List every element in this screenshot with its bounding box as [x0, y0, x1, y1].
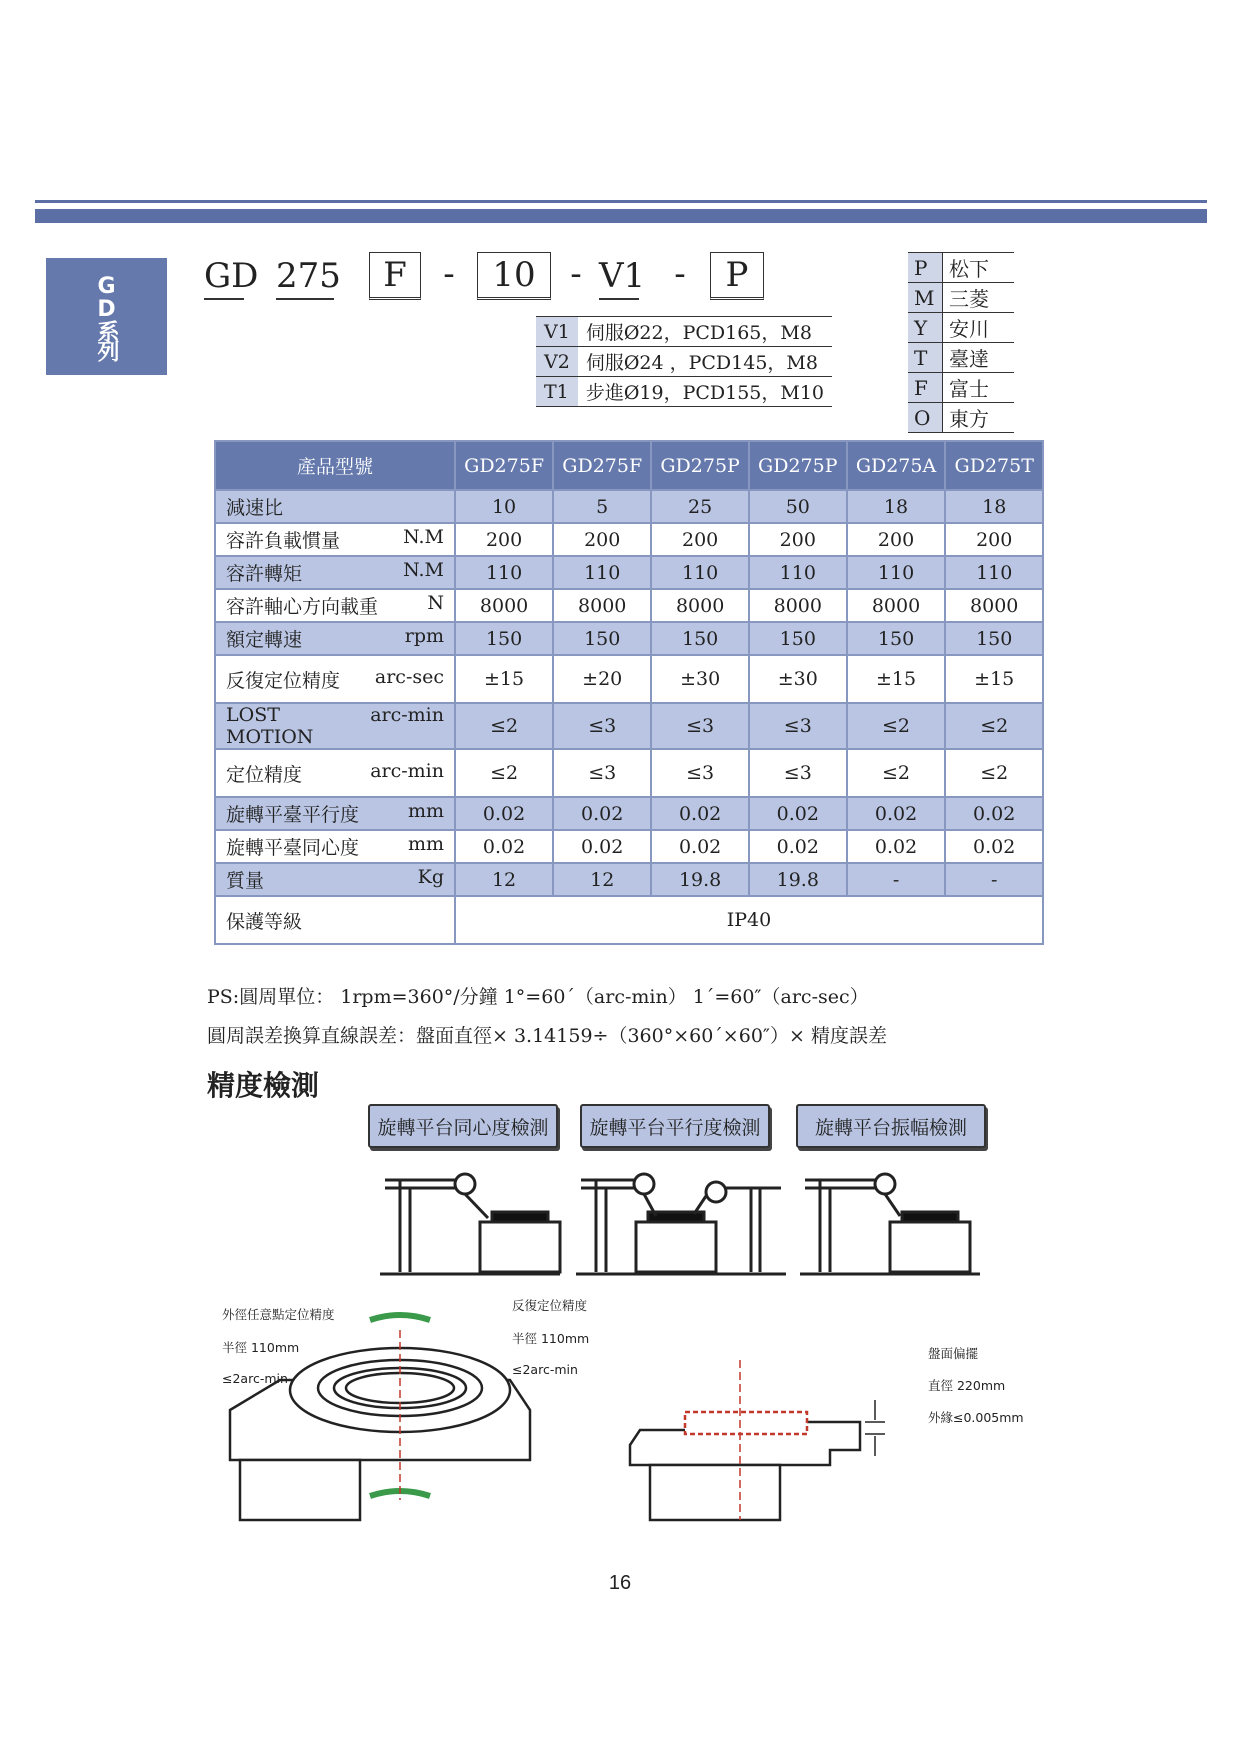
brand-name: 安川 — [943, 313, 1015, 343]
spec-row — [215, 655, 1043, 703]
brand-name: 富士 — [943, 373, 1015, 403]
spec-value-cell: 0.02 — [455, 830, 553, 863]
spec-unit: mm — [407, 800, 444, 822]
spec-row-label — [215, 655, 455, 703]
spec-row-label — [215, 749, 455, 797]
label-mid-value: ≤2arc-min — [512, 1362, 578, 1377]
motor-option-row — [536, 377, 832, 407]
spec-unit: N.M — [403, 559, 444, 581]
spec-row — [215, 490, 1043, 523]
model-header: GD275T — [945, 441, 1043, 490]
brand-name: 三菱 — [943, 283, 1015, 313]
spec-value-cell: 200 — [651, 523, 749, 556]
spec-row-label — [215, 703, 455, 749]
brand-code: M — [908, 283, 943, 313]
note-conversion: 圓周誤差換算直線誤差：盤面直徑× 3.14159÷（360°×60´×60″）× 精度誤差 — [207, 1025, 887, 1047]
spec-unit: N.M — [403, 526, 444, 548]
motor-desc: 伺服Ø22，PCD165，M8 — [578, 317, 832, 347]
rig-concentricity — [380, 1174, 560, 1274]
spec-label-text: 定位精度 — [226, 763, 303, 786]
motor-code: V2 — [536, 347, 578, 377]
spec-value-cell: 8000 — [455, 589, 553, 622]
spec-value-cell: 200 — [945, 523, 1043, 556]
spec-row-label — [215, 830, 455, 863]
rig-parallelism — [576, 1174, 786, 1274]
spec-unit: mm — [407, 833, 444, 855]
spec-row — [215, 622, 1043, 655]
brand-row — [908, 373, 1014, 403]
spec-header-row — [215, 441, 1043, 490]
spec-value-cell: 10 — [455, 490, 553, 523]
spec-value-cell: 150 — [455, 622, 553, 655]
spec-value-cell: 8000 — [847, 589, 946, 622]
spec-value-cell: 19.8 — [651, 863, 749, 896]
brand-row — [908, 253, 1014, 283]
brand-code: P — [908, 253, 943, 283]
model-header: GD275F — [553, 441, 651, 490]
spec-value-cell: 0.02 — [651, 830, 749, 863]
spec-row-protection — [215, 896, 1043, 944]
spec-value-cell: 0.02 — [749, 830, 847, 863]
label-repeat-accuracy: 反復定位精度 — [512, 1298, 588, 1313]
runout-dimension-icon — [865, 1400, 885, 1456]
spec-row-label — [215, 556, 455, 589]
spec-value-cell: 12 — [455, 863, 553, 896]
spec-value-cell: ±30 — [651, 655, 749, 703]
spec-value-cell: - — [945, 863, 1043, 896]
page-number: 16 — [608, 1572, 632, 1594]
motor-desc: 伺服Ø24 ，PCD145，M8 — [578, 347, 832, 377]
brand-row — [908, 313, 1014, 343]
spec-label-text: 容許負載慣量 — [226, 530, 341, 552]
code-motor: V1 — [599, 254, 639, 300]
spec-value-cell: 110 — [651, 556, 749, 589]
note-units: PS:圓周單位： 1rpm=360°/分鐘 1°=60´（arc-min） 1´=60″（arc-sec） — [207, 986, 869, 1008]
spec-value-cell: 200 — [553, 523, 651, 556]
brand-code: T — [908, 343, 943, 373]
spec-value-cell: ±30 — [749, 655, 847, 703]
spec-unit: arc-sec — [374, 665, 444, 688]
spec-unit: arc-min — [370, 704, 444, 726]
motor-desc: 步進Ø19，PCD155，M10 — [578, 377, 832, 407]
spec-value-cell: 50 — [749, 490, 847, 523]
spec-value-cell: ≤3 — [749, 749, 847, 797]
header-rule-thick — [35, 209, 1207, 223]
spec-value-cell: ≤2 — [455, 703, 553, 749]
spec-value-cell: ≤3 — [553, 703, 651, 749]
spec-row — [215, 863, 1043, 896]
test-rigs-illustration — [380, 1160, 1000, 1280]
spec-value-cell: 0.02 — [945, 797, 1043, 830]
spec-value-cell: ±15 — [455, 655, 553, 703]
spec-value-cell: 0.02 — [553, 797, 651, 830]
spec-value-cell: 8000 — [945, 589, 1043, 622]
spec-label-text: 容許軸心方向載重 — [226, 596, 379, 618]
spec-label-text: 旋轉平臺同心度 — [226, 837, 360, 859]
spec-value-cell: ≤3 — [749, 703, 847, 749]
motor-option-row — [536, 317, 832, 347]
test-label-parallelism: 旋轉平台平行度檢測 — [580, 1104, 770, 1148]
spec-value-cell: - — [847, 863, 946, 896]
brand-name: 臺達 — [943, 343, 1015, 373]
spec-value-cell: 110 — [749, 556, 847, 589]
code-prefix: GD — [204, 254, 244, 300]
series-side-tab — [46, 258, 167, 375]
accuracy-diagram — [220, 1300, 1020, 1530]
section-title: 精度檢測 — [207, 1069, 320, 1102]
spec-value-cell: ≤2 — [847, 703, 946, 749]
spec-value-cell: 18 — [847, 490, 946, 523]
spec-label-text: 質量 — [226, 870, 265, 892]
code-dash-2: - — [570, 254, 582, 294]
rotation-arrow-top-icon — [370, 1315, 430, 1320]
spec-value-cell: 150 — [651, 622, 749, 655]
spec-value-cell: 12 — [553, 863, 651, 896]
protection-label: 保護等級 — [215, 896, 455, 944]
header-rule-thin — [35, 200, 1207, 203]
brand-code: O — [908, 403, 943, 433]
spec-row-label — [215, 622, 455, 655]
rig-runout — [800, 1174, 980, 1274]
spec-value-cell: 110 — [945, 556, 1043, 589]
spec-header-label: 產品型號 — [215, 441, 455, 490]
brand-row — [908, 283, 1014, 313]
spec-value-cell: 110 — [847, 556, 946, 589]
spec-value-cell: 8000 — [651, 589, 749, 622]
spec-value-cell: ≤3 — [651, 749, 749, 797]
motor-option-row — [536, 347, 832, 377]
motor-code: T1 — [536, 377, 578, 407]
brand-row — [908, 403, 1014, 433]
spec-value-cell: 200 — [749, 523, 847, 556]
spec-label-text: 額定轉速 — [226, 629, 303, 651]
spec-row — [215, 797, 1043, 830]
spec-value-cell: ≤3 — [651, 703, 749, 749]
spec-value-cell: 200 — [847, 523, 946, 556]
spec-row — [215, 830, 1043, 863]
spec-value-cell: ≤2 — [945, 703, 1043, 749]
spec-value-cell: 0.02 — [847, 797, 946, 830]
brand-name: 東方 — [943, 403, 1015, 433]
test-label-concentricity: 旋轉平台同心度檢測 — [368, 1104, 558, 1148]
spec-row-label — [215, 797, 455, 830]
protection-value: IP40 — [455, 896, 1043, 944]
label-right-value: 外緣≤0.005mm — [928, 1410, 1024, 1425]
spec-value-cell: ±20 — [553, 655, 651, 703]
test-label-runout: 旋轉平台振幅檢測 — [796, 1104, 986, 1148]
spec-row-label — [215, 863, 455, 896]
code-type-box: F — [369, 252, 421, 300]
brand-code: Y — [908, 313, 943, 343]
spec-row — [215, 703, 1043, 749]
code-dash-3: - — [674, 254, 686, 294]
code-brand-box: P — [710, 252, 764, 300]
motor-options-table — [536, 316, 832, 407]
code-dash-1: - — [443, 254, 455, 294]
label-right-diameter: 直徑 220mm — [928, 1378, 1006, 1393]
spec-value-cell: 0.02 — [651, 797, 749, 830]
spec-row — [215, 523, 1043, 556]
label-outer-point-accuracy: 外徑任意點定位精度 — [222, 1307, 335, 1322]
spec-unit: N — [427, 592, 444, 614]
spec-value-cell: 0.02 — [749, 797, 847, 830]
model-header: GD275P — [749, 441, 847, 490]
spec-row — [215, 589, 1043, 622]
label-mid-radius: 半徑 110mm — [512, 1331, 590, 1346]
spec-value-cell: 150 — [749, 622, 847, 655]
spec-value-cell: ≤3 — [553, 749, 651, 797]
code-size: 275 — [276, 254, 334, 300]
spec-value-cell: 150 — [847, 622, 946, 655]
brand-name: 松下 — [943, 253, 1015, 283]
label-runout: 盤面偏擺 — [928, 1346, 979, 1361]
series-tab-label: GD系列 — [94, 273, 119, 360]
spec-table — [214, 440, 1044, 945]
spec-value-cell: 0.02 — [455, 797, 553, 830]
spec-value-cell: 0.02 — [847, 830, 946, 863]
spec-value-cell: 25 — [651, 490, 749, 523]
code-ratio-box: 10 — [477, 252, 551, 300]
spec-value-cell: 5 — [553, 490, 651, 523]
spec-label-text: 旋轉平臺平行度 — [226, 804, 360, 826]
spec-unit: arc-min — [370, 759, 444, 782]
spec-value-cell: 19.8 — [749, 863, 847, 896]
spec-value-cell: 150 — [553, 622, 651, 655]
model-header: GD275F — [455, 441, 553, 490]
spec-value-cell: 150 — [945, 622, 1043, 655]
spec-label-text: 容許轉矩 — [226, 563, 303, 585]
spec-value-cell: ≤2 — [455, 749, 553, 797]
spec-value-cell: 110 — [455, 556, 553, 589]
spec-value-cell: 8000 — [749, 589, 847, 622]
spec-row — [215, 556, 1043, 589]
spec-value-cell: 110 — [553, 556, 651, 589]
spec-row-label — [215, 490, 455, 523]
spec-row-label — [215, 589, 455, 622]
model-header: GD275A — [847, 441, 946, 490]
spec-unit: rpm — [404, 625, 444, 647]
label-left-value: ≤2arc-min — [222, 1371, 288, 1386]
spec-row — [215, 749, 1043, 797]
motor-code: V1 — [536, 317, 578, 347]
spec-label-text: LOST MOTION — [226, 704, 314, 748]
model-header: GD275P — [651, 441, 749, 490]
spec-value-cell: 0.02 — [945, 830, 1043, 863]
spec-label-text: 減速比 — [226, 497, 284, 519]
spec-unit: Kg — [417, 866, 444, 888]
spec-value-cell: 0.02 — [553, 830, 651, 863]
spec-value-cell: 18 — [945, 490, 1043, 523]
spec-value-cell: 8000 — [553, 589, 651, 622]
runout-side-drawing — [630, 1412, 860, 1520]
spec-value-cell: ±15 — [847, 655, 946, 703]
spec-value-cell: ±15 — [945, 655, 1043, 703]
brand-options-table — [908, 252, 1014, 433]
spec-value-cell: 200 — [455, 523, 553, 556]
spec-value-cell: ≤2 — [945, 749, 1043, 797]
spec-value-cell: ≤2 — [847, 749, 946, 797]
spec-row-label — [215, 523, 455, 556]
brand-code: F — [908, 373, 943, 403]
label-left-radius: 半徑 110mm — [222, 1340, 300, 1355]
spec-label-text: 反復定位精度 — [226, 669, 341, 692]
brand-row — [908, 343, 1014, 373]
